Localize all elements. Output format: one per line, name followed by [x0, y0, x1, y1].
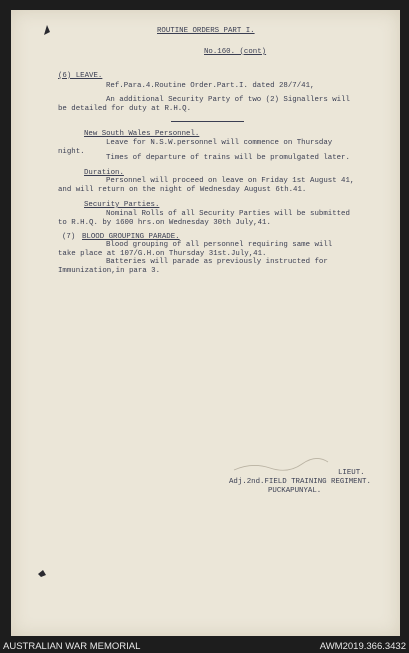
page-title: ROUTINE ORDERS PART I.	[157, 27, 255, 35]
blood-line-2: take place at 107/G.H.on Thursday 31st.July,41.	[58, 250, 267, 258]
blood-line-1: Blood grouping of all personnel requiring same will	[106, 241, 333, 249]
section-6-heading: (6) LEAVE.	[58, 72, 103, 80]
footer-institution: AUSTRALIAN WAR MEMORIAL	[3, 641, 141, 652]
duration-heading: Duration.	[84, 169, 124, 177]
security-parties-line-1: Nominal Rolls of all Security Parties will be submitted	[106, 210, 350, 218]
nsw-line-2: night.	[58, 148, 85, 156]
order-number-label: No.160. (cont)	[204, 48, 267, 56]
nsw-heading: New South Wales Personnel.	[84, 130, 200, 138]
footer-bar	[0, 638, 409, 653]
ink-mark-icon	[42, 24, 52, 36]
signature-rank: LIEUT.	[338, 469, 365, 477]
security-party-line-2: be detailed for duty at R.H.Q.	[58, 105, 192, 113]
security-parties-heading: Security Parties.	[84, 201, 160, 209]
footer-reference: AWM2019.366.3432	[319, 641, 406, 652]
security-parties-line-2: to R.H.Q. by 1600 hrs.on Wednesday 30th July,41.	[58, 219, 271, 227]
section-7-heading: BLOOD GROUPING PARADE.	[82, 233, 180, 241]
section-6-reference: Ref.Para.4.Routine Order.Part.I. dated 28/7/41,	[106, 82, 315, 90]
blood-line-4: Immunization,in para 3.	[58, 267, 161, 275]
order-number	[204, 48, 266, 57]
signature-scribble-icon	[232, 458, 332, 474]
nsw-line-1: Leave for N.S.W.personnel will commence on Thursday	[106, 139, 333, 147]
signature-line-1: Adj.2nd.FIELD TRAINING REGIMENT.	[229, 478, 371, 486]
nsw-line-3: Times of departure of trains will be promulgated later.	[106, 154, 350, 162]
security-party-line-1: An additional Security Party of two (2) Signallers will	[106, 96, 350, 104]
ink-mark-icon	[37, 569, 47, 578]
section-7-number: (7)	[62, 233, 76, 241]
duration-line-2: and will return on the night of Wednesday August 6th.41.	[58, 186, 307, 194]
blood-line-3: Batteries will parade as previously instructed for	[106, 258, 328, 266]
duration-line-1: Personnel will proceed on leave on Friday 1st August 41,	[106, 177, 355, 185]
signature-line-2: PUCKAPUNYAL.	[268, 487, 322, 495]
divider	[171, 121, 244, 122]
